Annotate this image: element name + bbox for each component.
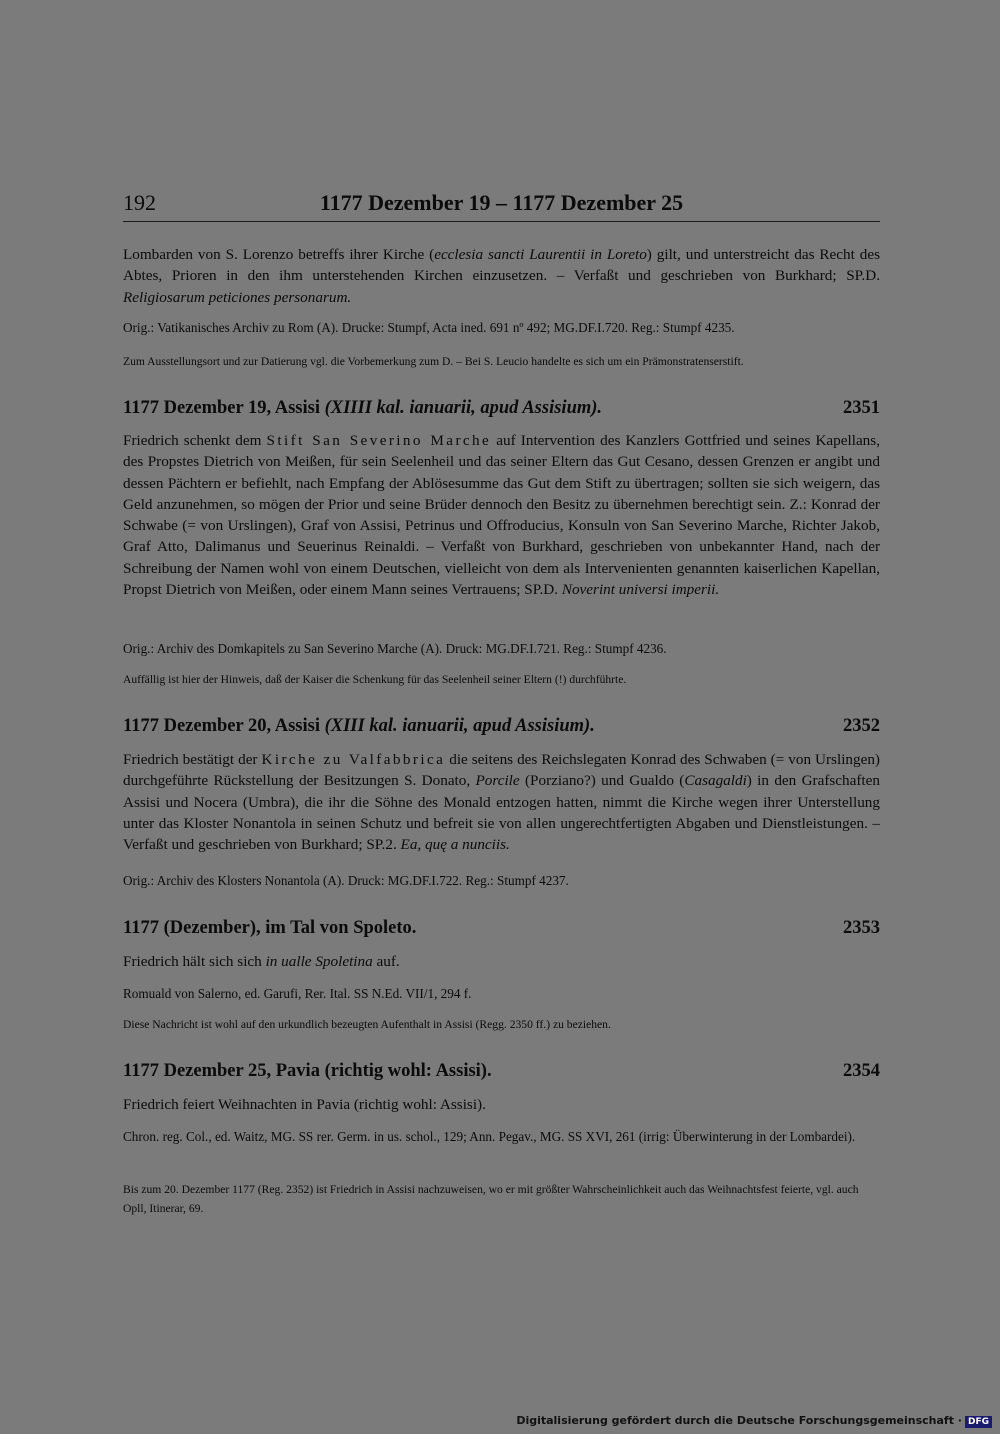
header-rule xyxy=(123,221,880,222)
entry-heading-2353 xyxy=(123,918,880,944)
entry-body-2352 xyxy=(123,749,880,855)
entry-body-2354 xyxy=(123,1094,880,1115)
entry-text: Friedrich bestätigt der Kirche zu Valfabbrica die seitens des Reichslegaten Konrad des Schwaben (= von Urslingen) durchgeführte Rückstellung der Besitzungen S. Donato, Porcile (Porziano?) und Gualdo (Casagaldi) in den Grafschaften Assisi und Nocera (Umbra), die ihr die Söhne des Monald entzogen hatten, nimmt die Kirche wegen ihrer Unterstellung unter das Kloster Nonantola in seinen Schutz und befreit sie von allen ungerechtfertigten Abgaben und Dienstleistungen. – Verfaßt und geschrieben von Burkhard; SP.2. Ea, quę a nunciis. xyxy=(123,751,880,854)
entry-number: 2353 xyxy=(843,918,880,938)
entry-heading-2352 xyxy=(123,716,880,742)
running-head xyxy=(123,190,880,220)
entry-number: 2354 xyxy=(843,1061,880,1081)
source-line: Chron. reg. Col., ed. Waitz, MG. SS rer. Germ. in us. schol., 129; Ann. Pegav., MG. SS XVI, 261 (irrig: Überwinterung in der Lombardei). xyxy=(123,1129,856,1144)
entry-text: Friedrich hält sich sich in ualle Spoletina auf. xyxy=(123,953,400,970)
entry-heading-2351 xyxy=(123,398,880,424)
entry-title: 1177 (Dezember), im Tal von Spoleto. xyxy=(123,918,417,938)
source-line: Orig.: Archiv des Domkapitels zu San Severino Marche (A). Druck: MG.DF.I.721. Reg.: Stumpf 4236. xyxy=(123,641,667,656)
entry-number: 2352 xyxy=(843,716,880,736)
source-line: Orig.: Vatikanisches Archiv zu Rom (A). Drucke: Stumpf, Acta ined. 691 nº 492; MG.DF.I.720. Reg.: Stumpf 4235. xyxy=(123,320,735,335)
entry-number: 2351 xyxy=(843,398,880,418)
footer-credit: Digitalisierung gefördert durch die Deutsche Forschungsgemeinschaft · DFG xyxy=(516,1414,992,1428)
note-line: Zum Ausstellungsort und zur Datierung vgl. die Vorbemerkung zum D. – Bei S. Leucio handelte es sich um ein Prämonstratenserstift. xyxy=(123,355,744,368)
dfg-logo: DFG xyxy=(965,1416,992,1428)
entry-text: Friedrich schenkt dem Stift San Severino Marche auf Intervention des Kanzlers Gottfried und seines Kapellans, des Propstes Dietrich von Meißen, für sein Seelenheil und das seiner Eltern das Gut Cesano, dessen Grenzen er angibt und dessen Pächtern er befiehlt, nach Empfang der Ablösesumme das Gut dem Stift zu übertragen; sollten sie sich weigern, das Geld anzunehmen, so mögen der Prior und seine Brüder dennoch den Besitz zu übernehmen berechtigt sein. Z.: Konrad der Schwabe (= von Urslingen), Graf von Assisi, Petrinus und Offroducius, Konsuln von San Severino Marche, Richter Jakob, Graf Atto, Dalimanus und Seuerinus Reinaldi. – Verfaßt von Burkhard, geschrieben von unbekannter Hand, nach der Schreibung der Namen wohl von einem Deutschen, vielleicht von dem als Intervenienten genannten kaiserlichen Kapellan, Propst Dietrich von Meißen, oder einem Mann seines Vertrauens; SP.D. Noverint universi imperii. xyxy=(123,432,880,599)
source-line: Romuald von Salerno, ed. Garufi, Rer. Ital. SS N.Ed. VII/1, 294 f. xyxy=(123,986,472,1001)
entry-title: 1177 Dezember 25, Pavia (richtig wohl: Assisi). xyxy=(123,1061,492,1081)
note-line: Diese Nachricht ist wohl auf den urkundlich bezeugten Aufenthalt in Assisi (Regg. 2350 ff.) zu beziehen. xyxy=(123,1018,611,1031)
note-line: Bis zum 20. Dezember 1177 (Reg. 2352) ist Friedrich in Assisi nachzuweisen, wo er mit größter Wahrscheinlichkeit auch das Weihnachtsfest feierte, vgl. auch Opll, Itinerar, 69. xyxy=(123,1183,859,1215)
page-number: 192 xyxy=(123,190,156,215)
entry-text: Friedrich feiert Weihnachten in Pavia (richtig wohl: Assisi). xyxy=(123,1096,486,1113)
page-title: 1177 Dezember 19 – 1177 Dezember 25 xyxy=(319,190,684,215)
entry-text: Lombarden von S. Lorenzo betreffs ihrer Kirche (ecclesia sancti Laurentii in Loreto) gilt, und unterstreicht das Recht des Abtes, Prioren in den ihm unterstehenden Kirchen einzusetzen. – Verfaßt und geschrieben von Burkhard; SP.D. Religiosarum peticiones personarum. xyxy=(123,246,881,306)
entry-title: 1177 Dezember 20, Assisi (XIII kal. ianuarii, apud Assisium). xyxy=(123,716,595,736)
prev-entry-continuation xyxy=(123,244,880,308)
entry-body-2353 xyxy=(123,951,880,972)
note-line: Auffällig ist hier der Hinweis, daß der Kaiser die Schenkung für das Seelenheil seiner Eltern (!) durchführte. xyxy=(123,673,627,686)
entry-heading-2354 xyxy=(123,1061,880,1087)
entry-body-2351 xyxy=(123,430,880,600)
entry-title: 1177 Dezember 19, Assisi (XIIII kal. ianuarii, apud Assisium). xyxy=(123,398,603,418)
source-line: Orig.: Archiv des Klosters Nonantola (A). Druck: MG.DF.I.722. Reg.: Stumpf 4237. xyxy=(123,873,569,888)
